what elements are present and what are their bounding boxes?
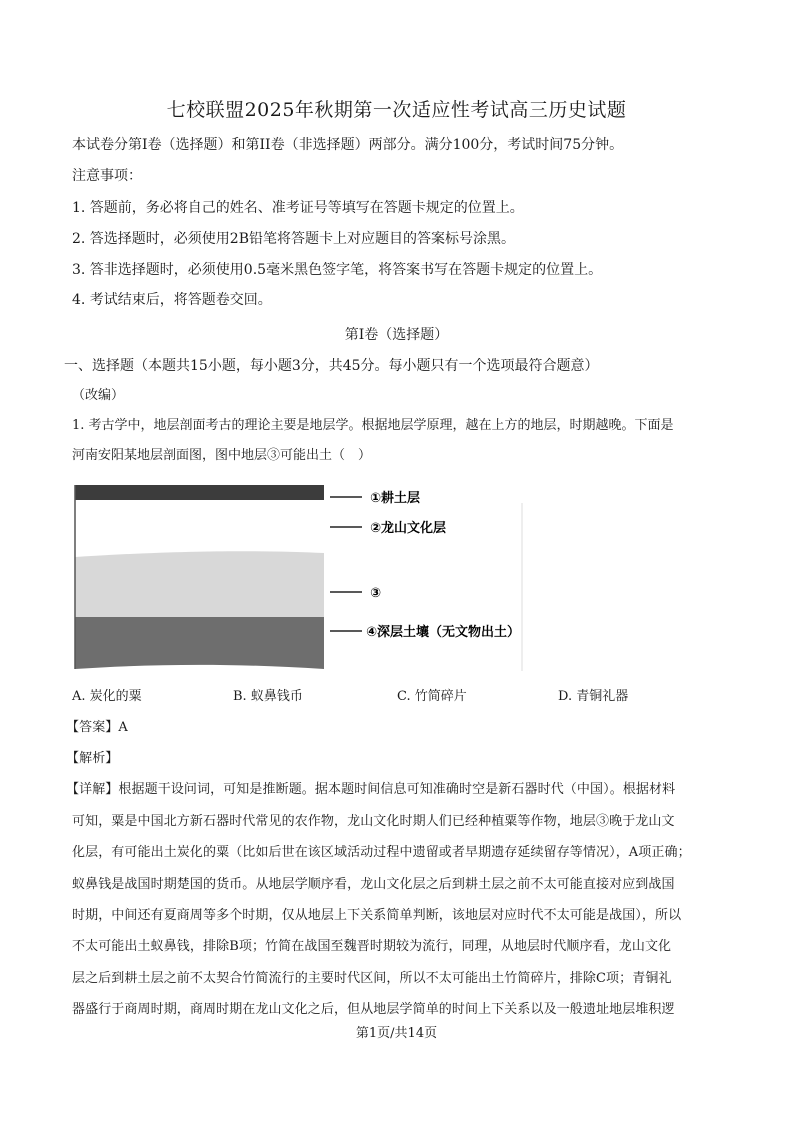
option-text: 蚁鼻钱币 [250, 689, 303, 704]
detail-line-5: 时期，中间还有夏商周等多个时期，仅从地层上下关系简单判断，该地层对应时代不太可能是战国），所以 [72, 908, 682, 923]
layer-deep-soil [75, 617, 324, 669]
notice-item-1: 1. 答题前，务必将自己的姓名、准考证号等填写在答题卡规定的位置上。 [72, 200, 524, 216]
notice-item-4: 4. 考试结束后，将答题卷交回。 [72, 292, 272, 308]
question-stem-line-2: 河南安阳某地层剖面图，图中地层③可能出土（ ） [72, 448, 372, 463]
detail-line-3: 化层，有可能出土炭化的粟（比如后世在该区域活动过程中遗留或者早期遗存延续留存等情况），A项正确； [72, 845, 691, 860]
section-heading: 一、选择题（本题共15小题，每小题3分，共45分。每小题只有一个选项最符合题意） [64, 358, 599, 374]
detail-line-8: 器盛行于商周时期，商周时期在龙山文化之后，但从地层学简单的时间上下关系以及一般遗址地层堆积逻 [72, 1002, 675, 1017]
stratigraphy-diagram [72, 483, 524, 673]
page-number: 第1页/共14页 [355, 1026, 438, 1041]
section-title: 第I卷（选择题） [344, 327, 449, 343]
option-letter: A. [72, 689, 86, 704]
answer-label: 【答案】A [66, 720, 128, 735]
notice-item-2: 2. 答选择题时，必须使用2B铅笔将答题卡上对应题目的答案标号涂黑。 [72, 231, 516, 247]
layer-3 [75, 551, 324, 617]
option-letter: D. [558, 689, 573, 704]
option-a [72, 687, 142, 707]
section-note: （改编） [72, 388, 125, 403]
detail-line-4: 蚁鼻钱是战国时期楚国的货币。从地层学顺序看，龙山文化层之后到耕土层之前不太可能直接对应到战国 [72, 877, 675, 892]
layer-topsoil [75, 485, 324, 500]
layer-longshan [75, 500, 324, 557]
intro-line: 本试卷分第I卷（选择题）和第II卷（非选择题）两部分。满分100分，考试时间75分钟。 [72, 137, 624, 153]
option-text: 竹简碎片 [414, 689, 467, 704]
figure-label-1: ①耕土层 [370, 491, 421, 506]
option-letter: C. [397, 689, 411, 704]
option-text: 青铜礼器 [576, 689, 629, 704]
detail-line-6: 不太可能出土蚁鼻钱，排除B项；竹简在战国至魏晋时期较为流行，同理，从地层时代顺序看，龙山文化 [72, 939, 672, 954]
notice-item-3: 3. 答非选择题时，必须使用0.5毫米黑色签字笔，将答案书写在答题卡规定的位置上。 [72, 262, 603, 278]
option-letter: B. [233, 689, 247, 704]
detail-line-2: 可知，粟是中国北方新石器时代常见的农作物，龙山文化时期人们已经种植粟等作物，地层③晚于龙山文 [72, 814, 675, 829]
question-stem-line-1: 1. 考古学中，地层剖面考古的理论主要是地层学。根据地层学原理，越在上方的地层，时期越晚。下面是 [72, 418, 674, 433]
option-b [233, 687, 303, 707]
detail-line-1: 【详解】根据题干设问词，可知是推断题。据本题时间信息可知准确时空是新石器时代（中国）。根据材料 [66, 782, 676, 797]
figure-label-3: ③ [370, 586, 382, 601]
analysis-label: 【解析】 [66, 751, 119, 766]
figure-label-4: ④深层土壤（无文物出土） [366, 625, 521, 640]
option-d [558, 687, 628, 707]
notice-heading: 注意事项： [72, 168, 142, 184]
detail-line-7: 层之后到耕土层之前不太契合竹简流行的主要时代区间，所以不太可能出土竹简碎片，排除C项；青铜礼 [72, 971, 672, 986]
option-text: 炭化的粟 [89, 689, 142, 704]
page-title: 七校联盟2025年秋期第一次适应性考试高三历史试题 [166, 99, 627, 121]
option-c [397, 687, 467, 707]
figure-label-2: ②龙山文化层 [370, 521, 447, 536]
stratigraphy-figure [72, 483, 524, 673]
